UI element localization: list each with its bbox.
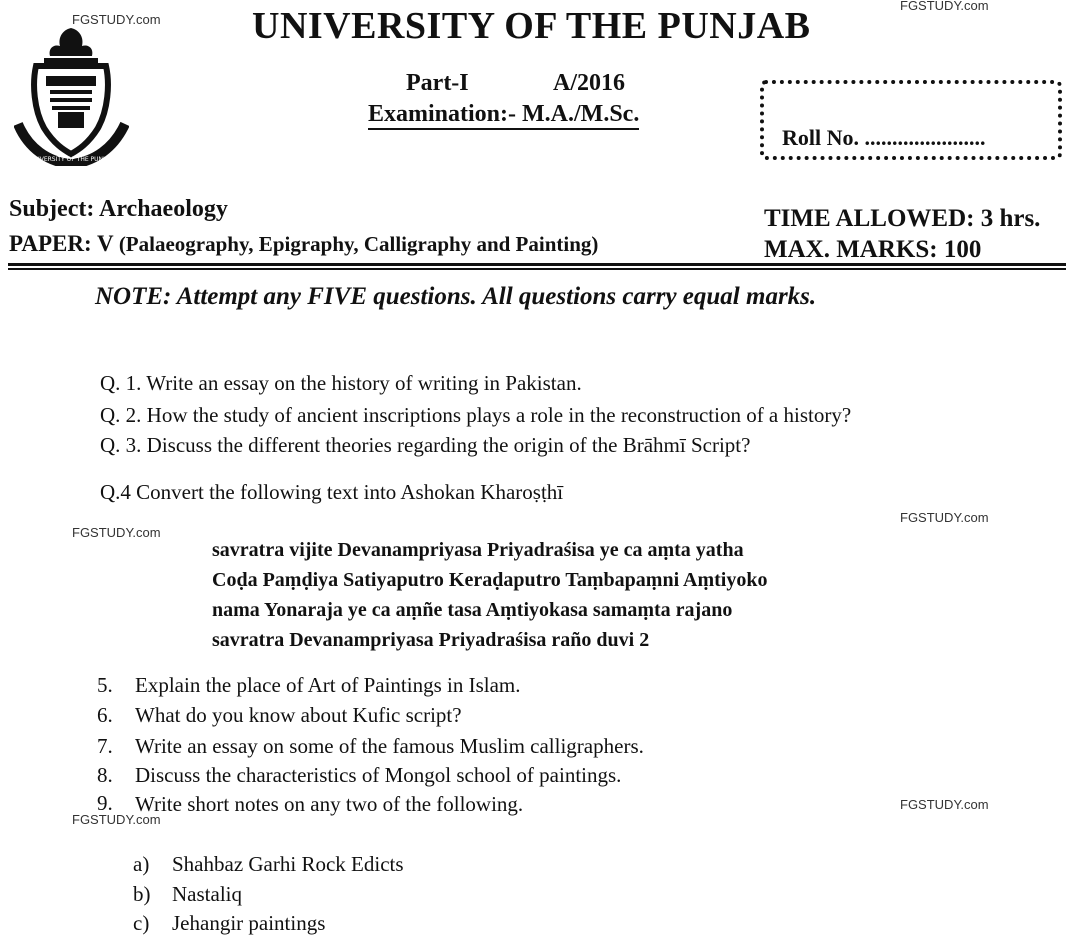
paper-label	[9, 231, 598, 257]
question-item: Write an essay on some of the famous Muslim calligraphers.	[135, 734, 644, 758]
watermark: FGSTUDY.com	[72, 812, 161, 827]
kharosthi-line: savratra Devanampriyasa Priyadraśisa raño duvi 2	[212, 629, 650, 651]
header-divider	[8, 263, 1066, 266]
option-item: Nastaliq	[172, 882, 242, 906]
examination-label: Examination:- M.A./M.Sc.	[368, 100, 639, 130]
question-item: Explain the place of Art of Paintings in Islam.	[135, 673, 521, 697]
university-crest-icon	[14, 24, 129, 166]
question-number: 8.	[97, 763, 113, 787]
kharosthi-line: Coḍa Paṃḍiya Satiyaputro Keraḍaputro Taṃbapaṃni Aṃtiyoko	[212, 569, 768, 591]
max-marks: MAX. MARKS: 100	[764, 236, 982, 263]
question-item: Q. 2. How the study of ancient inscriptions plays a role in the reconstruction of a history?	[100, 403, 852, 427]
option-label: b)	[133, 882, 151, 906]
question-item: Write short notes on any two of the following.	[135, 792, 524, 816]
watermark: FGSTUDY.com	[72, 12, 161, 27]
kharosthi-line: nama Yonaraja ye ca aṃñe tasa Aṃtiyokasa samaṃta rajano	[212, 599, 733, 621]
instructions-note: NOTE: Attempt any FIVE questions. All questions carry equal marks.	[95, 283, 817, 310]
option-label: c)	[133, 911, 150, 935]
crest-text: UNIVERSITY OF THE PUNJAB	[29, 156, 113, 163]
watermark: FGSTUDY.com	[900, 797, 989, 812]
option-label: a)	[133, 852, 150, 876]
question-item: What do you know about Kufic script?	[135, 703, 462, 727]
option-item: Shahbaz Garhi Rock Edicts	[172, 852, 404, 876]
kharosthi-line: savratra vijite Devanampriyasa Priyadraśisa ye ca aṃta yatha	[212, 539, 744, 561]
option-item: Jehangir paintings	[172, 911, 326, 935]
paper-title: (Palaeography, Epigraphy, Calligraphy and Painting)	[118, 232, 599, 256]
question-number: 5.	[97, 673, 113, 697]
question-item: Q.4 Convert the following text into Ashokan Kharoṣṭhī	[100, 480, 564, 504]
university-title: UNIVERSITY OF THE PUNJAB	[252, 5, 811, 47]
paper-number: PAPER: V	[9, 231, 114, 256]
question-item: Q. 1. Write an essay on the history of writing in Pakistan.	[100, 371, 582, 395]
question-number: 9.	[97, 791, 113, 815]
header-divider	[8, 268, 1066, 270]
question-number: 6.	[97, 703, 113, 727]
subject-label: Subject: Archaeology	[9, 196, 228, 222]
part-label: Part-I	[406, 70, 469, 96]
question-number: 7.	[97, 734, 113, 758]
session-label: A/2016	[553, 70, 625, 96]
question-item: Q. 3. Discuss the different theories regarding the origin of the Brāhmī Script?	[100, 433, 751, 457]
watermark: FGSTUDY.com	[900, 510, 989, 525]
watermark: FGSTUDY.com	[72, 525, 161, 540]
roll-number-label: Roll No. ......................	[782, 125, 986, 150]
watermark: FGSTUDY.com	[900, 0, 989, 13]
time-allowed: TIME ALLOWED: 3 hrs.	[764, 205, 1041, 232]
question-item: Discuss the characteristics of Mongol school of paintings.	[135, 763, 622, 787]
